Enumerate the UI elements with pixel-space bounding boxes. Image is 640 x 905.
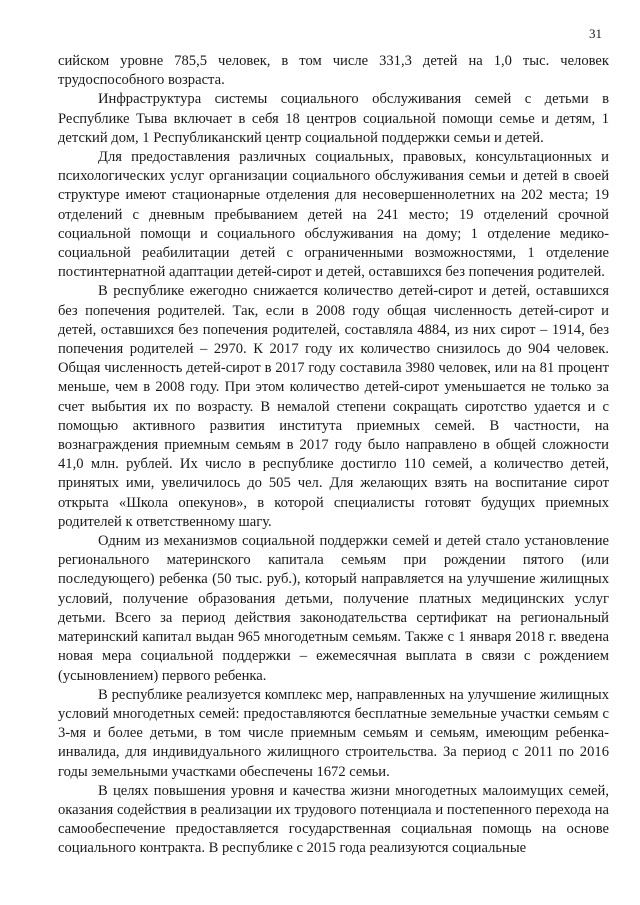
paragraph-7: В целях повышения уровня и качества жизни многодетных малоимущих семей, оказания содействия в реализации их трудового потенциала и постепенного перехода на самообеспечение предоставляется государственная социальная помощь на основе социального контракта. В республике с 2015 года реализуются социальные	[58, 782, 609, 857]
paragraph-6: В республике реализуется комплекс мер, направленных на улучшение жилищных условий многодетных семей: предоставляются бесплатные земельные участки семьям с 3-мя и более детьми, в том числе приемным семьям и семьям, имеющим ребенка-инвалида, для индивидуального жилищного строительства. За период с 2011 по 2016 годы земельными участками обеспечены 1672 семьи.	[58, 686, 609, 780]
paragraph-2: Инфраструктура системы социального обслуживания семей с детьми в Республике Тыва включает в себя 18 центров социальной помощи семье и детям, 1 детский дом, 1 Республиканский центр социальной поддержки семьи и детей.	[58, 91, 609, 146]
page-number: 31	[589, 26, 602, 41]
paragraph-4: В республике ежегодно снижается количество детей-сирот и детей, оставшихся без попечения родителей. Так, если в 2008 году общая численность детей-сирот и детей, оставшихся без попечения родителей, составляла 4884, из них сирот – 1914, без попечения родителей – 2970. К 2017 году их количество снизилось до 904 человек. Общая численность детей-сирот в 2017 году составила 3980 человек, или на 81 процент меньше, чем в 2008 году. При этом количество детей-сирот уменьшается не только за счет выбытия их по возрасту. В немалой степени сокращать сиротство удается и с помощью активного развития института приемных семей. В частности, на вознаграждения приемным семьям в 2017 году было направлено в общей сложности 41,0 млн. рублей. Их число в республике достигло 110 семей, а количество детей, принятых ими, увеличилось до 505 чел. Для желающих взять на воспитание сирот открыта «Школа опекунов», в которой специалисты готовят будущих приемных родителей к ответственному шагу.	[58, 283, 609, 530]
paragraph-5: Одним из механизмов социальной поддержки семей и детей стало установление регионального материнского капитала семьям при рождении пятого (или последующего) ребенка (50 тыс. руб.), который направляется на улучшение жилищных условий, получение образования детьми, получение платных медицинских услуг детьми. Всего за период действия законодательства сертификат на региональный материнский капитал выдан 965 многодетным семьям. Также с 1 января 2018 г. введена новая мера социальной поддержки – ежемесячная выплата в связи с рождением (усыновлением) первого ребенка.	[58, 533, 609, 684]
paragraph-3: Для предоставления различных социальных, правовых, консультационных и психологических услуг организации социального обслуживания семьи и детей в своей структуре имеют стационарные отделения для несовершеннолетних на 202 места; 19 отделений с дневным пребыванием детей на 241 место; 19 отделений срочной социальной помощи и социального обслуживания на дому; 1 отделение медико-социальной реабилитации детей с ограниченными возможностями, 1 отделение постинтернатной адаптации детей-сирот и детей, оставшихся без попечения родителей.	[58, 149, 609, 281]
paragraph-1: сийском уровне 785,5 человек, в том числе 331,3 детей на 1,0 тыс. человек трудоспособного возраста.	[58, 53, 609, 89]
document-body	[58, 52, 609, 859]
